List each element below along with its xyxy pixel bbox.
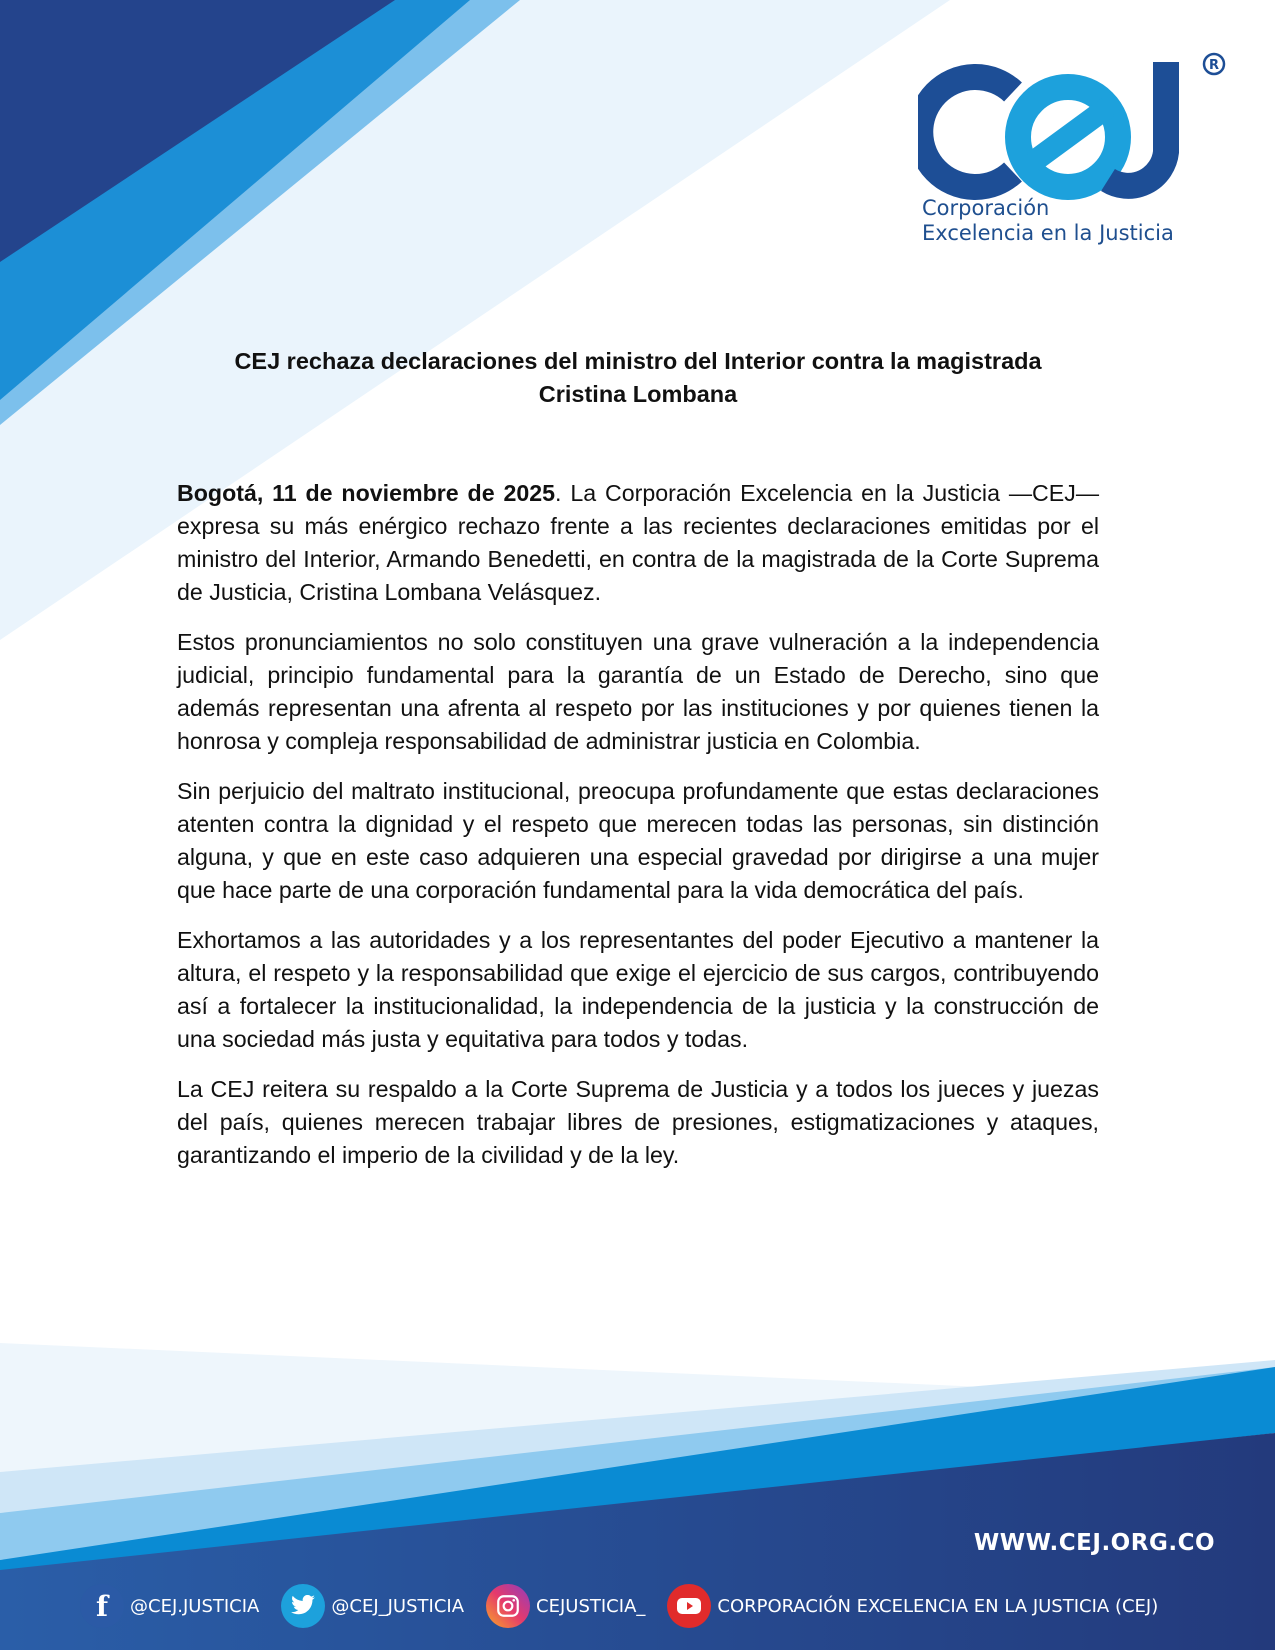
paragraph-2: Estos pronunciamientos no solo constituyen una grave vulneración a la independencia judicial, principio fundamental para la garantía de un Estado de Derecho, sino que además representan una afrenta al respeto por las instituciones y por quienes tienen la honrosa y compleja responsabilidad de administrar justicia en Colombia.: [177, 629, 1099, 754]
social-links: [80, 1584, 1180, 1628]
document-title: [177, 345, 1099, 411]
twitter-icon: [281, 1584, 325, 1628]
dateline: Bogotá, 11 de noviembre de 2025: [177, 480, 556, 506]
youtube-icon: [667, 1584, 711, 1628]
social-label: @CEJ.JUSTICIA: [130, 1595, 260, 1617]
logo-tagline: [922, 196, 1174, 246]
social-twitter[interactable]: [281, 1584, 464, 1628]
title-line2: Cristina Lombana: [538, 381, 738, 407]
logo-line1: Corporación: [922, 196, 1050, 220]
paragraph-1: [177, 477, 1099, 609]
website-link[interactable]: WWW.CEJ.ORG.CO: [973, 1530, 1215, 1556]
social-instagram[interactable]: [486, 1584, 645, 1628]
social-label: @CEJ_JUSTICIA: [331, 1595, 465, 1617]
social-youtube[interactable]: [667, 1584, 1158, 1628]
paragraph-5: La CEJ reitera su respaldo a la Corte Suprema de Justicia y a todos los jueces y juezas del país, quienes merecen trabajar libres de presiones, estigmatizaciones y ataques, garantizando el imperio de la civilidad y de la ley.: [177, 1076, 1099, 1168]
title-line1: CEJ rechaza declaraciones del ministro del Interior contra la magistrada: [234, 348, 1042, 374]
instagram-icon: [486, 1584, 530, 1628]
document-body: [177, 477, 1099, 1189]
svg-text:R: R: [1208, 58, 1220, 73]
facebook-icon: f: [80, 1584, 124, 1628]
social-label: CORPORACIÓN EXCELENCIA EN LA JUSTICIA (CEJ): [717, 1595, 1159, 1617]
social-facebook[interactable]: [80, 1584, 259, 1628]
logo-line2: Excelencia en la Justicia: [922, 221, 1174, 245]
social-label: CEJUSTICIA_: [536, 1595, 646, 1617]
paragraph-4: Exhortamos a las autoridades y a los representantes del poder Ejecutivo a mantener la altura, el respeto y la responsabilidad que exige el ejercicio de sus cargos, contribuyendo así a fortalecer la institucionalidad, la independencia de la justicia y la construcción de una sociedad más justa y equitativa para todos y todas.: [177, 927, 1099, 1052]
paragraph-3: Sin perjuicio del maltrato institucional, preocupa profundamente que estas declaraciones atenten contra la dignidad y el respeto que merecen todas las personas, sin distinción alguna, y que en este caso adquieren una especial gravedad por dirigirse a una mujer que hace parte de una corporación fundamental para la vida democrática del país.: [177, 778, 1099, 903]
paragraph-1-text: . La Corporación Excelencia en la Justicia —CEJ— expresa su más enérgico rechazo frente a las recientes declaraciones emitidas por el ministro del Interior, Armando Benedetti, en contra de la magistrada de la Corte Suprema de Justicia, Cristina Lombana Velásquez.: [177, 480, 1100, 605]
